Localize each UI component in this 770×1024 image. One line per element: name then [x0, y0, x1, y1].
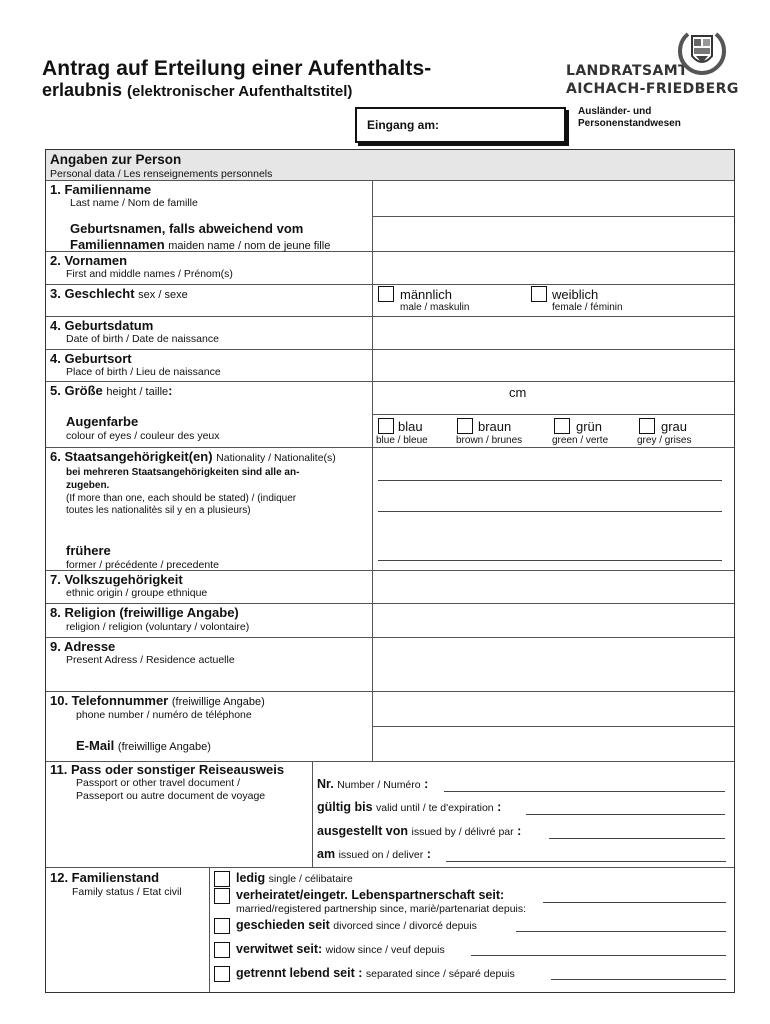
field-sub-family-status: Family status / Etat civil: [72, 886, 182, 898]
height-input[interactable]: [373, 382, 734, 414]
sex-label-word: 3. Geschlecht: [50, 286, 135, 301]
married-checkbox[interactable]: [214, 888, 230, 904]
eye-grey-label: grau: [661, 419, 688, 434]
field-sub-passport-2: Passeport ou autre document de voyage: [76, 790, 266, 802]
phone-label-word: 10. Telefonnummer: [50, 693, 169, 708]
passport-number-colon: :: [424, 777, 429, 791]
passport-issue-date-translation: issued on / deliver: [338, 849, 424, 861]
divorced-checkbox[interactable]: [214, 918, 230, 934]
passport-issuer-word: ausgestellt von: [317, 824, 408, 838]
nationality-label-word: 6. Staatsangehörigkeit(en): [50, 449, 213, 464]
height-label-colon: :: [168, 383, 173, 398]
passport-valid-colon: :: [497, 800, 502, 814]
nationality-note-3: (If more than one, each should be stated) / (indiquer: [66, 493, 297, 504]
height-label-word: 5. Größe: [50, 383, 103, 398]
field-label-birth-name-2: [70, 237, 330, 252]
passport-issuer-label: [317, 824, 521, 838]
phone-label-note: (freiwillige Angabe): [171, 696, 265, 708]
authority-name-line2: AICHACH-FRIEDBERG: [566, 81, 739, 97]
eye-brown-checkbox[interactable]: [457, 418, 473, 434]
authority-name-line1: LANDRATSAMT: [566, 63, 688, 79]
field-sub-phone: phone number / numéro de téléphone: [76, 709, 252, 721]
email-label-note: (freiwillige Angabe): [117, 741, 211, 753]
eye-blue-label: blau: [398, 419, 423, 434]
nationality-note-4: toutes les nationalitès sil y en a plusieurs): [66, 505, 251, 516]
passport-valid-line[interactable]: [526, 814, 725, 815]
eye-blue-checkbox[interactable]: [378, 418, 394, 434]
field-sub-birth-date: Date of birth / Date de naissance: [66, 333, 219, 345]
divorced-word: geschieden seit: [236, 918, 330, 932]
field-label-passport: 11. Pass oder sonstiger Reiseausweis: [50, 762, 285, 777]
field-label-phone: [50, 693, 265, 708]
department-line2: Personenstandwesen: [578, 118, 681, 129]
field-sub-passport-1: Passport or other travel document /: [76, 777, 240, 789]
height-label-translation: height / taille: [106, 386, 169, 398]
field-sub-former-nationality: former / précédente / precedente: [66, 559, 219, 571]
female-checkbox[interactable]: [531, 286, 547, 302]
phone-input[interactable]: [373, 692, 734, 726]
field-label-email: [76, 738, 211, 753]
form-title: Antrag auf Erteilung einer Aufenthalts-: [42, 57, 432, 80]
field-sub-eye-colour: colour of eyes / couleur des yeux: [66, 430, 220, 442]
separated-label: [236, 966, 515, 980]
eye-brown-sub: brown / brunes: [456, 435, 523, 446]
field-sub-last-name: Last name / Nom de famille: [70, 197, 198, 209]
field-label-first-names: 2. Vornamen: [50, 253, 128, 268]
widowed-translation: widow since / veuf depuis: [325, 944, 445, 956]
eye-green-sub: green / verte: [552, 435, 609, 446]
passport-number-translation: Number / Numéro: [337, 779, 421, 791]
male-option-label: männlich: [400, 287, 453, 302]
field-label-birth-place: 4. Geburtsort: [50, 351, 132, 366]
eye-green-checkbox[interactable]: [554, 418, 570, 434]
eye-brown-label: braun: [478, 419, 512, 434]
separated-word: getrennt lebend seit :: [236, 966, 363, 980]
field-label-family-status: 12. Familienstand: [50, 870, 160, 885]
passport-issuer-line[interactable]: [549, 838, 725, 839]
section-subtitle: Personal data / Les renseignements personnels: [50, 168, 273, 180]
height-unit: cm: [509, 385, 527, 400]
nationality-label-translation: Nationality / Nationalite(s): [216, 452, 336, 464]
field-label-nationality: [50, 449, 336, 464]
field-label-eye-colour: Augenfarbe: [66, 414, 139, 429]
field-label-birth-name: Geburtsnamen, falls abweichend vom: [70, 221, 304, 236]
personal-data-form: [45, 149, 735, 993]
passport-valid-label: [317, 800, 501, 814]
field-label-ethnic-origin: 7. Volkszugehörigkeit: [50, 572, 183, 587]
nationality-note-1: bei mehreren Staatsangehörigkeiten sind alle an-: [66, 467, 300, 478]
widowed-checkbox[interactable]: [214, 942, 230, 958]
divorced-translation: divorced since / divorcé depuis: [333, 920, 477, 932]
widowed-since-line[interactable]: [471, 955, 726, 956]
form-title-line2: [42, 80, 352, 101]
field-label-birth-date: 4. Geburtsdatum: [50, 318, 154, 333]
passport-number-label: [317, 777, 428, 791]
nationality-note-2: zugeben.: [66, 480, 110, 491]
nationality-line-1[interactable]: [378, 480, 722, 481]
passport-issue-date-label: [317, 847, 431, 861]
field-label-sex: [50, 286, 188, 301]
eye-grey-checkbox[interactable]: [639, 418, 655, 434]
receipt-date-label: Eingang am:: [367, 118, 440, 132]
male-option-sub: male / maskulin: [400, 302, 470, 313]
coat-of-arms-logo: [676, 26, 728, 78]
passport-issuer-translation: issued by / délivré par: [411, 826, 514, 838]
address-input[interactable]: [373, 638, 734, 691]
divorced-label: [236, 918, 477, 932]
former-nationality-line[interactable]: [378, 560, 722, 561]
field-sub-ethnic-origin: ethnic origin / groupe ethnique: [66, 587, 208, 599]
passport-issue-date-word: am: [317, 847, 336, 861]
married-translation: married/registered partnership since, mariè/partenariat depuis:: [236, 903, 527, 915]
married-label: verheiratet/eingetr. Lebenspartnerschaft seit:: [236, 888, 505, 902]
single-checkbox[interactable]: [214, 871, 230, 887]
eye-green-label: grün: [576, 419, 603, 434]
passport-valid-translation: valid until / te d'expiration: [376, 802, 494, 814]
female-option-label: weiblich: [552, 287, 599, 302]
email-label-word: E-Mail: [76, 738, 115, 753]
passport-valid-word: gültig bis: [317, 800, 373, 814]
widowed-label: [236, 942, 445, 956]
passport-issuer-colon: :: [517, 824, 522, 838]
field-sub-religion: religion / religion (voluntary / volontaire): [66, 621, 250, 633]
widowed-word: verwitwet seit:: [236, 942, 323, 956]
field-label-religion: 8. Religion (freiwillige Angabe): [50, 605, 239, 620]
passport-number-word: Nr.: [317, 777, 334, 791]
first-names-input[interactable]: [373, 252, 734, 284]
male-checkbox[interactable]: [378, 286, 394, 302]
field-label-height: [50, 383, 172, 398]
birth-date-input[interactable]: [373, 317, 734, 349]
passport-issue-date-line[interactable]: [446, 861, 726, 862]
single-label: [236, 871, 353, 885]
separated-translation: separated since / séparé depuis: [365, 968, 515, 980]
email-input[interactable]: [373, 727, 734, 761]
eye-grey-sub: grey / grises: [637, 435, 692, 446]
field-label-address: 9. Adresse: [50, 639, 116, 654]
birth-place-input[interactable]: [373, 350, 734, 381]
religion-input[interactable]: [373, 604, 734, 637]
form-title-word: erlaubnis: [42, 80, 123, 100]
section-title: Angaben zur Person: [50, 152, 182, 167]
receipt-date-box[interactable]: [355, 107, 566, 143]
field-sub-first-names: First and middle names / Prénom(s): [66, 268, 233, 280]
field-label-former-nationality: frühere: [66, 543, 111, 558]
last-name-input[interactable]: [373, 181, 734, 216]
female-option-sub: female / féminin: [552, 302, 623, 313]
field-label-last-name: 1. Familienname: [50, 182, 152, 197]
sex-label-translation: sex / sexe: [138, 289, 188, 301]
department-label: [578, 106, 681, 130]
eye-blue-sub: blue / bleue: [376, 435, 428, 446]
single-word: ledig: [236, 871, 266, 885]
separated-since-line[interactable]: [551, 979, 726, 980]
field-sub-birth-place: Place of birth / Lieu de naissance: [66, 366, 221, 378]
birth-name-translation: maiden name / nom de jeune fille: [168, 240, 331, 252]
passport-issue-date-colon: :: [426, 847, 431, 861]
separated-checkbox[interactable]: [214, 966, 230, 982]
single-translation: single / célibataire: [268, 873, 353, 885]
married-since-line[interactable]: [543, 902, 726, 903]
birth-name-word: Familiennamen: [70, 237, 165, 252]
ethnic-origin-input[interactable]: [373, 571, 734, 603]
department-line1: Ausländer- und: [578, 106, 652, 117]
passport-number-line[interactable]: [444, 791, 725, 792]
form-subtitle: (elektronischer Aufenthaltstitel): [127, 83, 353, 100]
birth-name-input[interactable]: [373, 217, 734, 251]
divorced-since-line[interactable]: [516, 931, 726, 932]
nationality-line-2[interactable]: [378, 511, 722, 512]
field-sub-address: Present Adress / Residence actuelle: [66, 654, 235, 666]
